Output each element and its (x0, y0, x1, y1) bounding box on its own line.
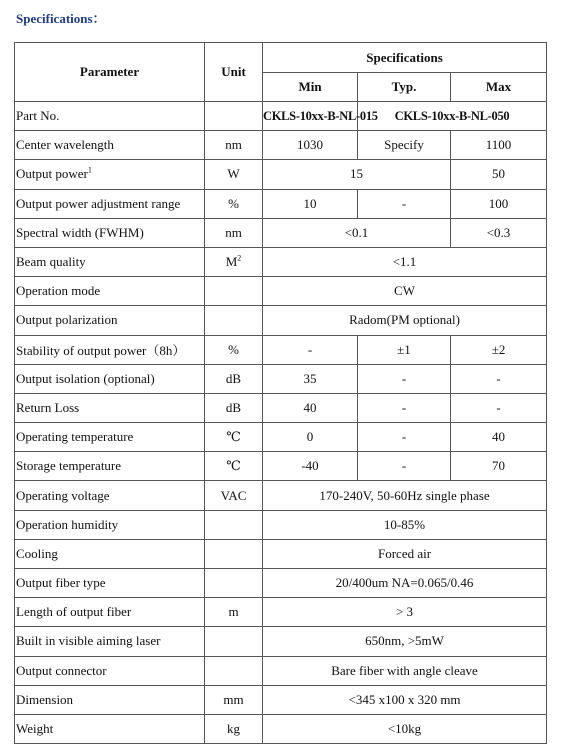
table-row (15, 423, 547, 452)
unit-label: nm (225, 224, 242, 240)
parameter-cell (15, 160, 205, 189)
value-cell: 20/400um NA=0.065/0.46 (263, 569, 547, 598)
table-row (15, 510, 547, 539)
value-cell: <0.3 (451, 218, 547, 247)
min-cell: -40 (263, 452, 358, 481)
unit-cell (205, 335, 263, 364)
value-cell: 170-240V, 50-60Hz single phase (263, 481, 547, 510)
max-cell: 1100 (451, 131, 547, 160)
min-cell: - (263, 335, 358, 364)
value-cell: <345 x100 x 320 mm (263, 685, 547, 714)
table-row (15, 656, 547, 685)
parameter-cell (15, 364, 205, 393)
table-row (15, 131, 547, 160)
table-row (15, 247, 547, 276)
parameter-cell (15, 306, 205, 335)
table-row (15, 335, 547, 364)
header-specifications: Specifications (263, 43, 547, 73)
unit-cell (205, 131, 263, 160)
unit-cell (205, 685, 263, 714)
value-cell: Radom(PM optional) (263, 306, 547, 335)
parameter-label: Operation humidity (16, 516, 119, 532)
parameter-cell (15, 189, 205, 218)
unit-cell (205, 102, 263, 131)
parameter-cell (15, 627, 205, 656)
parameter-cell (15, 481, 205, 510)
min-cell: 0 (263, 423, 358, 452)
parameter-label: Output polarization (16, 312, 118, 328)
parameter-cell (15, 102, 205, 131)
min-cell: 1030 (263, 131, 358, 160)
parameter-label: Stability of output power（8h） (16, 343, 186, 359)
parameter-label: Output power adjustment range (16, 195, 181, 211)
typ-cell: - (358, 423, 451, 452)
unit-cell (205, 627, 263, 656)
parameter-label: Operating temperature (16, 429, 134, 445)
unit-cell (205, 714, 263, 743)
typ-cell: - (358, 452, 451, 481)
max-cell: - (451, 364, 547, 393)
parameter-cell (15, 131, 205, 160)
header-max: Max (451, 73, 547, 102)
value-cell: <0.1 (263, 218, 451, 247)
table-row (15, 627, 547, 656)
header-min: Min (263, 73, 358, 102)
typ-cell: Specify (358, 131, 451, 160)
unit-cell (205, 189, 263, 218)
unit-cell (205, 510, 263, 539)
parameter-cell (15, 335, 205, 364)
unit-superscript: 2 (237, 253, 242, 263)
unit-cell (205, 569, 263, 598)
parameter-cell (15, 685, 205, 714)
header-unit: Unit (205, 43, 263, 102)
table-row (15, 598, 547, 627)
unit-label: dB (225, 399, 242, 415)
table-row (15, 685, 547, 714)
footnote-marker: 1 (87, 166, 92, 176)
parameter-label: Output power (16, 166, 88, 182)
table-row (15, 714, 547, 743)
parameter-label: Spectral width (FWHM) (16, 224, 144, 240)
specifications-table (14, 42, 547, 744)
parameter-label: Output connector (16, 662, 107, 678)
page-title: Specifications： (16, 11, 106, 26)
unit-label: W (227, 166, 240, 182)
typ-cell: ±1 (358, 335, 451, 364)
parameter-cell (15, 423, 205, 452)
parameter-label: Length of output fiber (16, 604, 132, 620)
header-row-top (15, 43, 547, 73)
header-typ: Typ. (358, 73, 451, 102)
max-cell: 40 (451, 423, 547, 452)
min-cell: 10 (263, 189, 358, 218)
table-row (15, 481, 547, 510)
parameter-cell (15, 598, 205, 627)
parameter-cell (15, 569, 205, 598)
value-cell: CW (263, 277, 547, 306)
parameter-cell (15, 218, 205, 247)
unit-cell (205, 306, 263, 335)
table-row (15, 539, 547, 568)
table-body (15, 102, 547, 744)
parameter-label: Storage temperature (16, 458, 122, 474)
typ-cell: - (358, 189, 451, 218)
parameter-cell (15, 277, 205, 306)
parameter-label: Part No. (16, 108, 60, 124)
parameter-cell (15, 452, 205, 481)
unit-cell (205, 539, 263, 568)
parameter-label: Output fiber type (16, 575, 106, 591)
header-parameter: Parameter (15, 43, 205, 102)
unit-cell (205, 160, 263, 189)
unit-cell (205, 277, 263, 306)
parameter-cell (15, 714, 205, 743)
value-cell: Bare fiber with angle cleave (263, 656, 547, 685)
table-row (15, 218, 547, 247)
max-cell: ±2 (451, 335, 547, 364)
unit-label: % (228, 195, 239, 211)
parameter-label: Center wavelength (16, 137, 114, 153)
parameter-label: Operating voltage (16, 487, 110, 503)
table-row (15, 306, 547, 335)
table-row (15, 277, 547, 306)
typ-cell: - (358, 393, 451, 422)
parameter-label: Output isolation (optional) (16, 370, 155, 386)
value-cell: > 3 (263, 598, 547, 627)
table-row (15, 364, 547, 393)
unit-cell (205, 481, 263, 510)
unit-cell (205, 656, 263, 685)
parameter-label: Built in visible aiming laser (16, 633, 161, 649)
value-cell: CKLS-10xx-B-NL-015 (263, 102, 358, 131)
parameter-label: Dimension (16, 691, 74, 707)
parameter-label: Beam quality (16, 254, 86, 270)
value-cell: 10-85% (263, 510, 547, 539)
table-row (15, 160, 547, 189)
parameter-label: Weight (16, 721, 54, 737)
max-cell: - (451, 393, 547, 422)
unit-cell (205, 364, 263, 393)
parameter-cell (15, 510, 205, 539)
value-cell: 15 (263, 160, 451, 189)
unit-label: M (225, 254, 238, 270)
value-cell: <1.1 (263, 247, 547, 276)
min-cell: 35 (263, 364, 358, 393)
unit-cell (205, 247, 263, 276)
table-row (15, 569, 547, 598)
value-cell: <10kg (263, 714, 547, 743)
parameter-label: Cooling (16, 545, 58, 561)
unit-cell (205, 393, 263, 422)
unit-label: nm (225, 137, 242, 153)
typ-cell: - (358, 364, 451, 393)
unit-label: ℃ (226, 458, 241, 474)
parameter-label: Operation mode (16, 283, 101, 299)
unit-cell (205, 218, 263, 247)
unit-label: mm (223, 691, 244, 707)
unit-label: dB (225, 370, 242, 386)
value-cell: Forced air (263, 539, 547, 568)
min-cell: 40 (263, 393, 358, 422)
max-cell: 100 (451, 189, 547, 218)
parameter-cell (15, 656, 205, 685)
table-row (15, 102, 547, 131)
unit-cell (205, 423, 263, 452)
unit-cell (205, 598, 263, 627)
value-cell: 50 (451, 160, 547, 189)
unit-label: ℃ (226, 429, 241, 445)
table-row (15, 452, 547, 481)
unit-cell (205, 452, 263, 481)
unit-label: m (228, 604, 239, 620)
unit-label: VAC (220, 487, 247, 503)
table-row (15, 189, 547, 218)
unit-label: kg (227, 721, 240, 737)
parameter-cell (15, 247, 205, 276)
table-row (15, 393, 547, 422)
parameter-label: Return Loss (16, 399, 80, 415)
parameter-cell (15, 539, 205, 568)
unit-label: % (228, 341, 239, 357)
value-cell: CKLS-10xx-B-NL-050 (358, 102, 547, 131)
value-cell: 650nm, >5mW (263, 627, 547, 656)
parameter-cell (15, 393, 205, 422)
max-cell: 70 (451, 452, 547, 481)
